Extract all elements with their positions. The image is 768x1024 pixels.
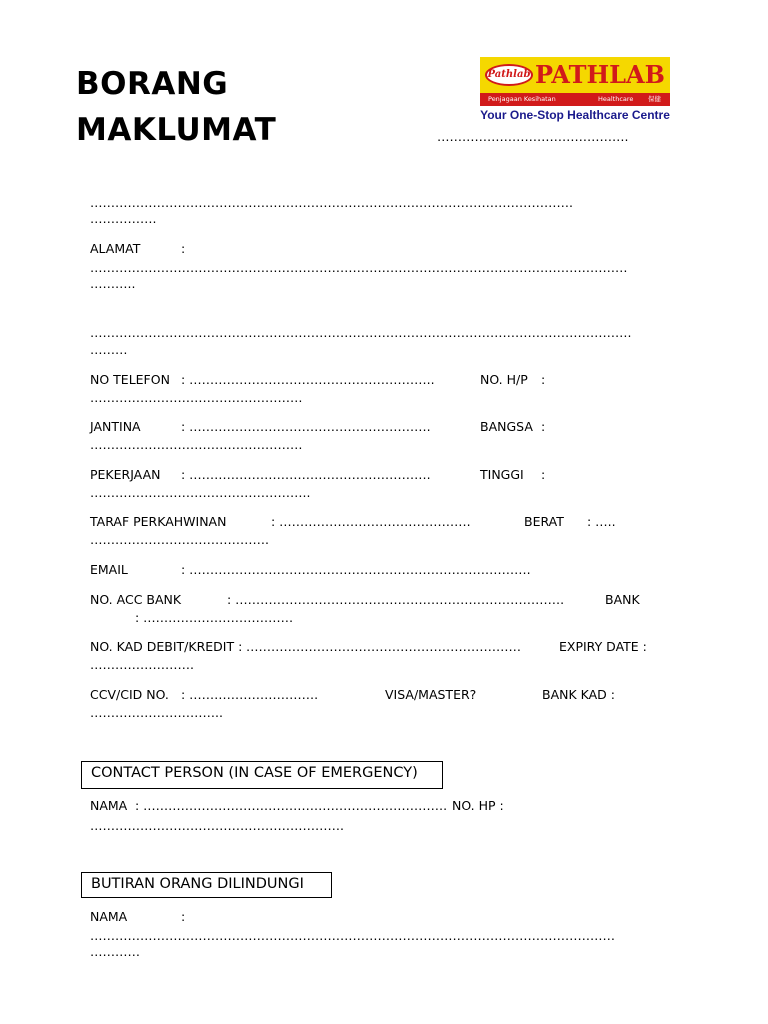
name-line-2: ……………. bbox=[90, 211, 157, 226]
bank-label: BANK bbox=[605, 592, 640, 607]
contact-nama-field[interactable]: : ………………………………………………………………. bbox=[135, 798, 448, 813]
contact-heading-text: CONTACT PERSON (IN CASE OF EMERGENCY) bbox=[91, 765, 418, 781]
ccv-field[interactable]: : …………………………. bbox=[181, 687, 319, 702]
bank-kad-label: BANK KAD : bbox=[542, 687, 615, 702]
tinggi-colon: : bbox=[541, 467, 546, 482]
jantina-label: JANTINA bbox=[90, 419, 141, 434]
tinggi-field[interactable]: …………………………………………….. bbox=[90, 485, 311, 500]
hp-label: NO. H/P bbox=[480, 372, 528, 387]
logo-strip-right: 保健 bbox=[648, 95, 661, 103]
butiran-heading-text: BUTIRAN ORANG DILINDUNGI bbox=[91, 876, 304, 892]
hp-colon: : bbox=[541, 372, 546, 387]
logo-tagline: Your One-Stop Healthcare Centre bbox=[480, 108, 670, 122]
pathlab-logo bbox=[480, 57, 670, 125]
contact-hp-field[interactable]: ……………………………………………………. bbox=[90, 818, 344, 833]
acc-field[interactable]: : ……………………………………………………………………. bbox=[227, 592, 565, 607]
berat-field[interactable]: : ….. bbox=[587, 514, 616, 529]
logo-strip-mid: Healthcare bbox=[598, 95, 634, 103]
ccv-label: CCV/CID NO. bbox=[90, 687, 169, 702]
form-title-line1: BORANG bbox=[76, 66, 229, 102]
logo-strip bbox=[480, 93, 670, 106]
email-field[interactable]: : ………………………………………………………………………. bbox=[181, 562, 531, 577]
email-label: EMAIL bbox=[90, 562, 128, 577]
logo-oval: Pathlab bbox=[485, 64, 533, 86]
name-line-1: …………………………………………………………………….………………………………. bbox=[90, 195, 573, 210]
contact-nama-label: NAMA bbox=[90, 798, 128, 813]
logo-strip-left: Penjagaan Kesihatan bbox=[488, 95, 556, 103]
jantina-field[interactable]: : …………………………………………………. bbox=[181, 419, 431, 434]
alamat-colon: : bbox=[181, 241, 186, 256]
butiran-nama-field-line2[interactable]: ………… bbox=[90, 944, 140, 959]
telefon-label: NO TELEFON bbox=[90, 372, 170, 387]
bank-field[interactable]: : ……………………………… bbox=[135, 610, 294, 625]
bangsa-colon: : bbox=[541, 419, 546, 434]
pekerjaan-field[interactable]: : …………………………………………………. bbox=[181, 467, 431, 482]
telefon-field[interactable]: : ………………………………………………….. bbox=[181, 372, 435, 387]
contact-hp-label: NO. HP : bbox=[452, 798, 504, 813]
visa-master-label: VISA/MASTER? bbox=[385, 687, 477, 702]
alamat-label: ALAMAT bbox=[90, 241, 141, 256]
butiran-nama-field[interactable]: ……………………………………………………………………………………………………………… bbox=[90, 928, 615, 943]
hp-field[interactable]: …………………………………………… bbox=[90, 390, 303, 405]
berat-field-line2[interactable]: ……………………………………. bbox=[90, 532, 269, 547]
taraf-label: TARAF PERKAHWINAN bbox=[90, 514, 227, 529]
bangsa-field[interactable]: …………………………………………… bbox=[90, 437, 303, 452]
header-dots: ………………………………………. bbox=[437, 129, 629, 144]
butiran-nama-colon: : bbox=[181, 909, 186, 924]
contact-heading bbox=[81, 761, 443, 789]
expiry-field[interactable]: ……………………. bbox=[90, 657, 194, 672]
form-title-line2: MAKLUMAT bbox=[76, 112, 277, 148]
alamat-line-1: ………………………………………………………………………………………………………………… bbox=[90, 260, 628, 275]
pekerjaan-label: PEKERJAAN bbox=[90, 467, 161, 482]
alamat-line-4: ……… bbox=[90, 342, 128, 357]
butiran-heading bbox=[81, 872, 332, 898]
tinggi-label: TINGGI bbox=[480, 467, 524, 482]
expiry-label: EXPIRY DATE : bbox=[559, 639, 647, 654]
berat-label: BERAT bbox=[524, 514, 564, 529]
alamat-line-3: …………………………………………………………………………………………………………………. bbox=[90, 325, 632, 340]
taraf-field[interactable]: : ………………………………………. bbox=[271, 514, 471, 529]
kad-field[interactable]: ………………………………………………………… bbox=[246, 639, 521, 654]
logo-brand: PATHLAB bbox=[535, 60, 665, 89]
kad-label: NO. KAD DEBIT/KREDIT : bbox=[90, 639, 243, 654]
bangsa-label: BANGSA bbox=[480, 419, 533, 434]
alamat-line-2: ……….. bbox=[90, 276, 136, 291]
bank-kad-field[interactable]: ………………………….. bbox=[90, 705, 223, 720]
acc-label: NO. ACC BANK bbox=[90, 592, 182, 607]
butiran-nama-label: NAMA bbox=[90, 909, 128, 924]
